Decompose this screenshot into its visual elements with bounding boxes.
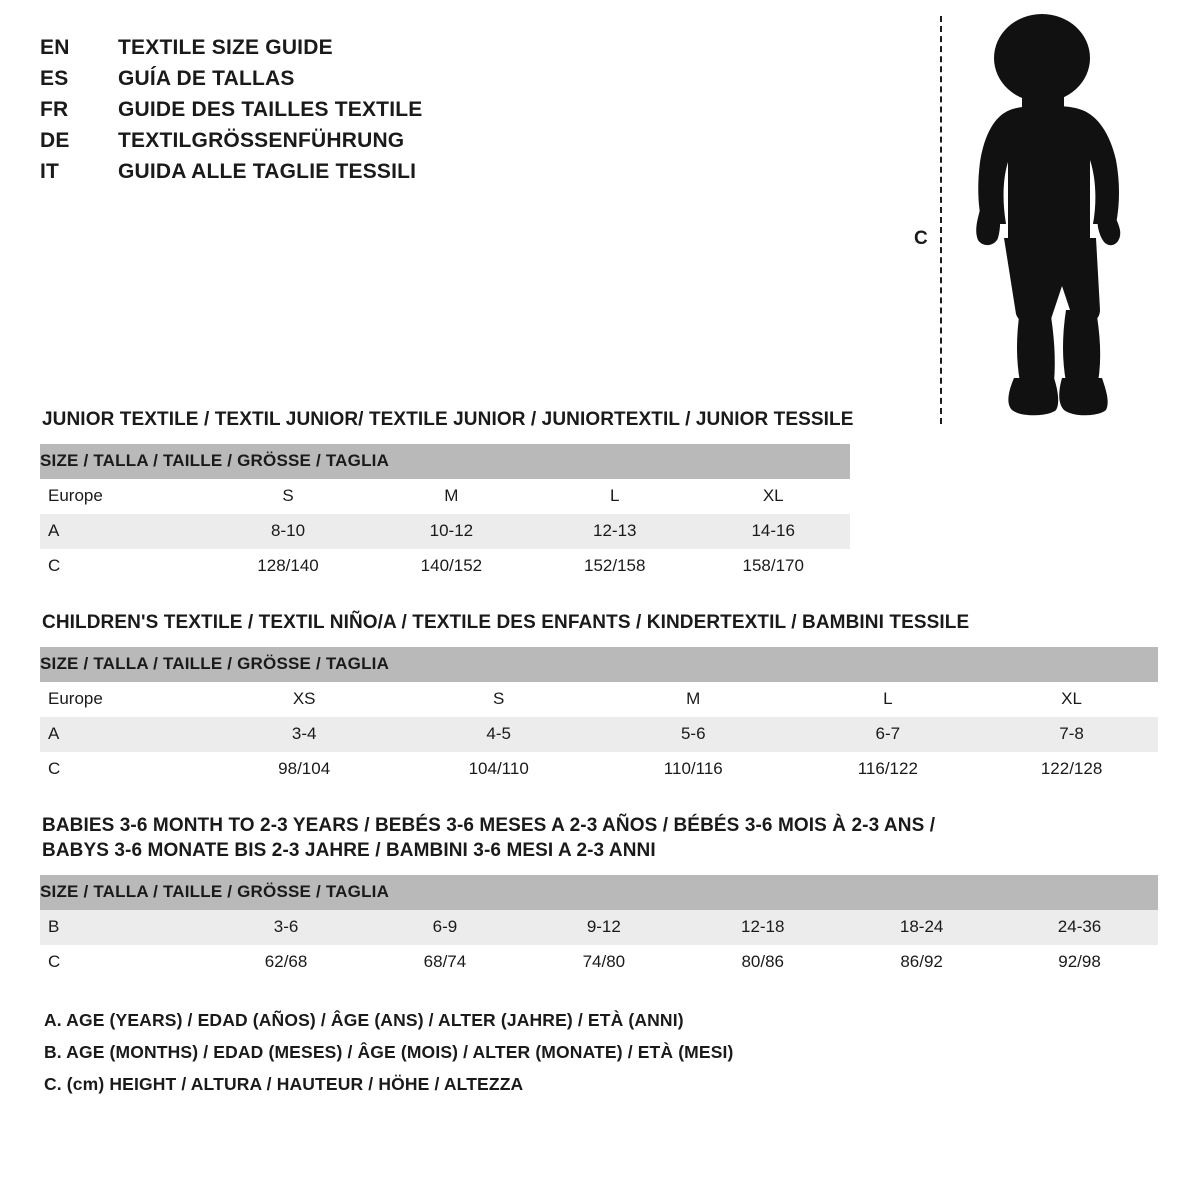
table-cell: 140/152 xyxy=(370,549,533,584)
size-header-cell: L xyxy=(791,682,986,717)
children-size-table xyxy=(40,647,1158,787)
table-cell: 6-7 xyxy=(791,717,986,752)
table-cell: 14-16 xyxy=(696,514,850,549)
table-cell: 12-18 xyxy=(683,910,842,945)
band-label: SIZE / TALLA / TAILLE / GRÖSSE / TAGLIA xyxy=(40,875,1158,910)
table-cell: 104/110 xyxy=(401,752,596,787)
table-cell: 12-13 xyxy=(533,514,696,549)
section-junior-textile xyxy=(40,407,1160,584)
table-cell: 3-6 xyxy=(207,910,366,945)
size-header-cell: XL xyxy=(696,479,850,514)
language-code: FR xyxy=(40,98,69,121)
table-row xyxy=(40,945,1158,980)
language-title: GUIDE DES TAILLES TEXTILE xyxy=(118,98,423,121)
size-header-cell: S xyxy=(401,682,596,717)
language-row xyxy=(40,160,680,184)
row-label: A xyxy=(40,514,206,549)
table-cell: 68/74 xyxy=(366,945,525,980)
child-silhouette-icon xyxy=(950,10,1130,425)
row-label: C xyxy=(40,945,207,980)
size-header-cell: M xyxy=(596,682,791,717)
table-cell: 10-12 xyxy=(370,514,533,549)
table-cell: 86/92 xyxy=(842,945,1001,980)
junior-size-table xyxy=(40,444,850,584)
language-code: IT xyxy=(40,160,60,183)
table-cell: 152/158 xyxy=(533,549,696,584)
table-cell: 128/140 xyxy=(206,549,369,584)
table-cell: 116/122 xyxy=(791,752,986,787)
table-cell: 62/68 xyxy=(207,945,366,980)
child-figure xyxy=(914,10,1144,430)
height-dashed-line xyxy=(940,16,942,424)
table-cell: 98/104 xyxy=(207,752,402,787)
row-label: C xyxy=(40,549,206,584)
size-header-cell: XS xyxy=(207,682,402,717)
header-region-label: Europe xyxy=(40,682,207,717)
legend-line-c: C. (cm) HEIGHT / ALTURA / HAUTEUR / HÖHE / ALTEZZA xyxy=(44,1074,524,1095)
header-region-label: Europe xyxy=(40,479,206,514)
section-babies-textile xyxy=(40,813,1160,980)
table-cell: 5-6 xyxy=(596,717,791,752)
legend-block xyxy=(44,1010,1160,1095)
table-row xyxy=(40,717,1158,752)
table-row xyxy=(40,549,850,584)
table-cell: 3-4 xyxy=(207,717,402,752)
table-cell: 24-36 xyxy=(1001,910,1158,945)
size-header-cell: M xyxy=(370,479,533,514)
table-cell: 80/86 xyxy=(683,945,842,980)
table-cell: 110/116 xyxy=(596,752,791,787)
row-label: A xyxy=(40,717,207,752)
language-title: TEXTILGRÖSSENFÜHRUNG xyxy=(118,129,405,152)
language-title: GUIDA ALLE TAGLIE TESSILI xyxy=(118,160,417,183)
language-row xyxy=(40,67,680,91)
babies-size-table xyxy=(40,875,1158,980)
table-row xyxy=(40,752,1158,787)
table-cell: 9-12 xyxy=(524,910,683,945)
language-title-block xyxy=(40,36,680,184)
language-row xyxy=(40,36,680,60)
table-row xyxy=(40,910,1158,945)
table-cell: 122/128 xyxy=(985,752,1158,787)
legend-line-a: A. AGE (YEARS) / EDAD (AÑOS) / ÂGE (ANS) / ALTER (JAHRE) / ETÀ (ANNI) xyxy=(44,1010,684,1031)
table-cell: 18-24 xyxy=(842,910,1001,945)
language-title: GUÍA DE TALLAS xyxy=(118,67,295,90)
size-header-cell: S xyxy=(206,479,369,514)
table-row xyxy=(40,514,850,549)
row-label: B xyxy=(40,910,207,945)
language-title: TEXTILE SIZE GUIDE xyxy=(118,36,333,59)
table-band-row xyxy=(40,647,1158,682)
section-childrens-textile xyxy=(40,610,1160,787)
section-title: CHILDREN'S TEXTILE / TEXTIL NIÑO/A / TEXTILE DES ENFANTS / KINDERTEXTIL / BAMBINI TESSILE xyxy=(42,612,970,634)
band-label: SIZE / TALLA / TAILLE / GRÖSSE / TAGLIA xyxy=(40,647,1158,682)
height-measure-label: C xyxy=(914,228,928,249)
legend-line-b: B. AGE (MONTHS) / EDAD (MESES) / ÂGE (MOIS) / ALTER (MONATE) / ETÀ (MESI) xyxy=(44,1042,734,1063)
table-band-row xyxy=(40,875,1158,910)
table-band-row xyxy=(40,444,850,479)
language-row xyxy=(40,129,680,153)
size-header-cell: L xyxy=(533,479,696,514)
language-code: ES xyxy=(40,67,69,90)
band-label: SIZE / TALLA / TAILLE / GRÖSSE / TAGLIA xyxy=(40,444,850,479)
language-row xyxy=(40,98,680,122)
table-cell: 8-10 xyxy=(206,514,369,549)
table-cell: 92/98 xyxy=(1001,945,1158,980)
size-header-cell: XL xyxy=(985,682,1158,717)
table-header-row xyxy=(40,682,1158,717)
section-title: JUNIOR TEXTILE / TEXTIL JUNIOR/ TEXTILE JUNIOR / JUNIORTEXTIL / JUNIOR TESSILE xyxy=(42,409,854,430)
table-cell: 158/170 xyxy=(696,549,850,584)
language-code: EN xyxy=(40,36,70,59)
table-cell: 4-5 xyxy=(401,717,596,752)
table-cell: 7-8 xyxy=(985,717,1158,752)
section-title: BABIES 3-6 MONTH TO 2-3 YEARS / BEBÉS 3-6 MESES A 2-3 AÑOS / BÉBÉS 3-6 MOIS À 2-3 ANS / BABYS 3-6 MONATE BIS 2-3 JAHRE / BAMBINI 3-6 MESI A 2-3 ANNI xyxy=(42,815,936,862)
table-cell: 74/80 xyxy=(524,945,683,980)
table-header-row xyxy=(40,479,850,514)
language-code: DE xyxy=(40,129,70,152)
table-cell: 6-9 xyxy=(366,910,525,945)
row-label: C xyxy=(40,752,207,787)
